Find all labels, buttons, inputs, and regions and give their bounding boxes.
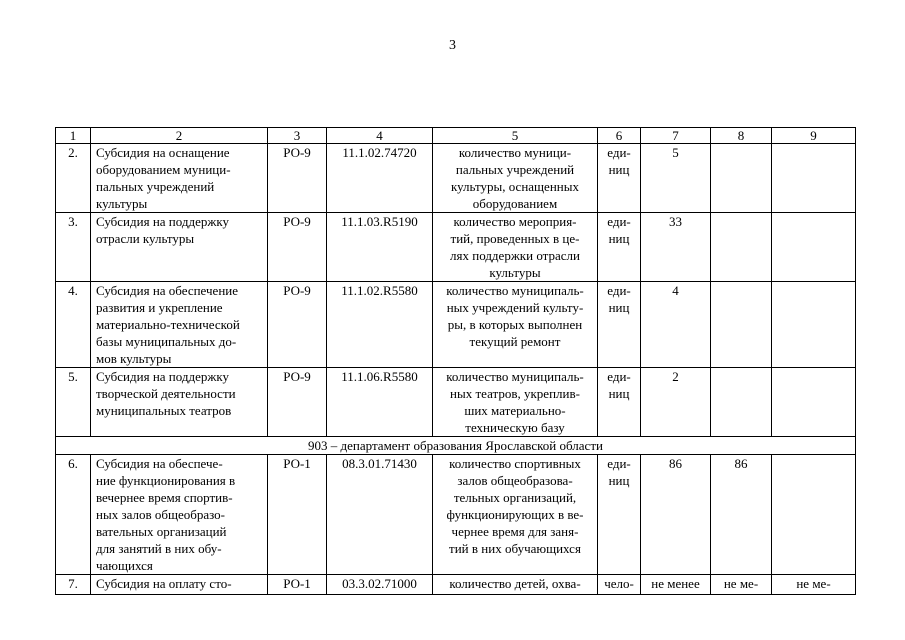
unit-of-measure: еди- ниц [598,455,641,575]
department-heading: 903 – департамент образования Ярославской области [56,437,856,455]
value-col-8 [711,144,772,213]
value-col-9 [772,213,856,282]
unit-of-measure: чело- [598,575,641,595]
budget-code: 11.1.03.R5190 [327,213,433,282]
program-code: РО-9 [268,282,327,368]
program-code: РО-9 [268,144,327,213]
indicator-name: количество мероприя- тий, проведенных в це- лях поддержки отрасли культуры [433,213,598,282]
table-row [56,282,856,368]
column-number: 8 [711,128,772,144]
subsidy-name: Субсидия на обеспече- ние функционирования в вечернее время спортив- ных залов общеобразо- вательных организаций для занятий в них обу- чающихся [91,455,268,575]
row-number: 4. [56,282,91,368]
program-code: РО-1 [268,575,327,595]
table-header-row [56,128,856,144]
column-number: 7 [641,128,711,144]
value-col-8: 86 [711,455,772,575]
row-number: 7. [56,575,91,595]
department-row [56,437,856,455]
budget-code: 08.3.01.71430 [327,455,433,575]
indicator-name: количество муниципаль- ных театров, укреплив- ших материально- техническую базу [433,368,598,437]
value-col-9: не ме- [772,575,856,595]
value-col-8 [711,282,772,368]
subsidy-name: Субсидия на поддержку отрасли культуры [91,213,268,282]
budget-code: 11.1.06.R5580 [327,368,433,437]
indicator-name: количество спортивных залов общеобразова- тельных организаций, функционирующих в ве- чернее время для заня- тий в них обучающихся [433,455,598,575]
value-col-9 [772,282,856,368]
value-col-9 [772,368,856,437]
column-number: 5 [433,128,598,144]
row-number: 6. [56,455,91,575]
value-col-8 [711,368,772,437]
unit-of-measure: еди- ниц [598,144,641,213]
unit-of-measure: еди- ниц [598,213,641,282]
subsidy-name: Субсидия на оплату сто- [91,575,268,595]
value-col-7: 33 [641,213,711,282]
unit-of-measure: еди- ниц [598,368,641,437]
table-row [56,368,856,437]
subsidy-table [55,127,856,595]
value-col-7: 4 [641,282,711,368]
column-number: 3 [268,128,327,144]
table-row [56,455,856,575]
unit-of-measure: еди- ниц [598,282,641,368]
indicator-name: количество детей, охва- [433,575,598,595]
program-code: РО-9 [268,213,327,282]
subsidy-name: Субсидия на поддержку творческой деятельности муниципальных театров [91,368,268,437]
program-code: РО-1 [268,455,327,575]
indicator-name: количество муниципаль- ных учреждений культу- ры, в которых выполнен текущий ремонт [433,282,598,368]
indicator-name: количество муници- пальных учреждений культуры, оснащенных оборудованием [433,144,598,213]
column-number: 1 [56,128,91,144]
value-col-7: 86 [641,455,711,575]
value-col-9 [772,144,856,213]
value-col-9 [772,455,856,575]
table-row [56,575,856,595]
row-number: 2. [56,144,91,213]
budget-code: 03.3.02.71000 [327,575,433,595]
column-number: 6 [598,128,641,144]
row-number: 5. [56,368,91,437]
table-row [56,144,856,213]
column-number: 2 [91,128,268,144]
value-col-7: 5 [641,144,711,213]
budget-code: 11.1.02.74720 [327,144,433,213]
subsidy-name: Субсидия на оснащение оборудованием муници- пальных учреждений культуры [91,144,268,213]
value-col-8: не ме- [711,575,772,595]
column-number: 9 [772,128,856,144]
page-number: 3 [449,38,456,53]
value-col-7: не менее [641,575,711,595]
subsidy-name: Субсидия на обеспечение развития и укрепление материально-технической базы муниципальных до- мов культуры [91,282,268,368]
value-col-8 [711,213,772,282]
program-code: РО-9 [268,368,327,437]
value-col-7: 2 [641,368,711,437]
column-number: 4 [327,128,433,144]
table-row [56,213,856,282]
row-number: 3. [56,213,91,282]
budget-code: 11.1.02.R5580 [327,282,433,368]
